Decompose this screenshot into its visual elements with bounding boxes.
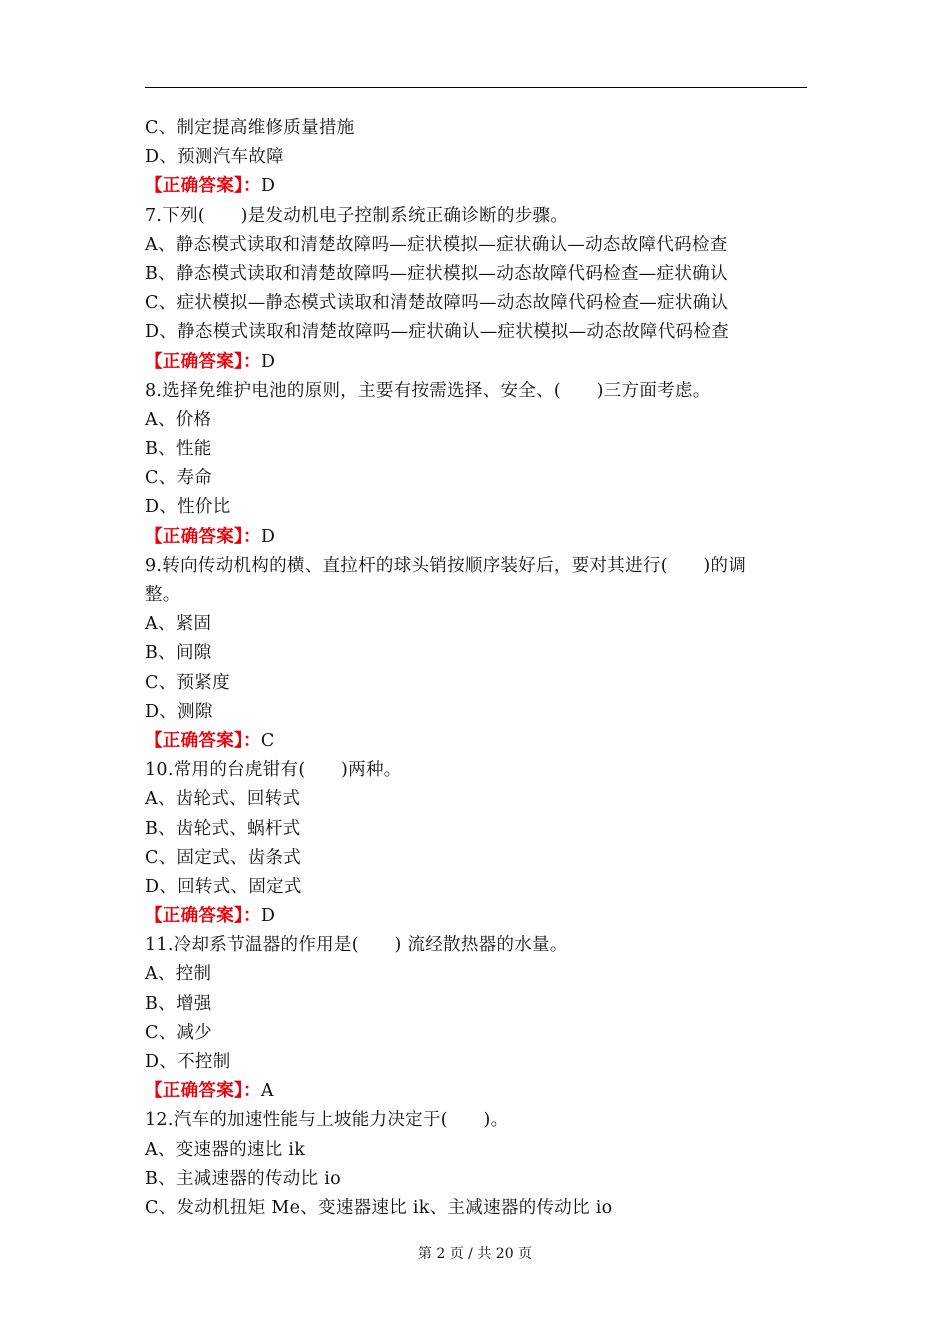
option-text: A、齿轮式、回转式 bbox=[145, 789, 301, 810]
answer-label: 【正确答案】： bbox=[145, 526, 261, 547]
answer-label: 【正确答案】： bbox=[145, 176, 261, 197]
page-content bbox=[145, 114, 805, 1223]
answer-value: D bbox=[260, 351, 276, 372]
page-footer: 第 2 页 / 共 20 页 bbox=[417, 1246, 533, 1262]
option-text: A、变速器的速比 ik bbox=[145, 1139, 306, 1160]
option-text: C、预紧度 bbox=[145, 672, 230, 693]
option-text: A、静态模式读取和清楚故障吗—症状模拟—症状确认—动态故障代码检查 bbox=[145, 234, 728, 255]
option-text: D、不控制 bbox=[145, 1052, 231, 1072]
option-text: C、发动机扭矩 Me、变速器速比 ik、主减速器的传动比 io bbox=[145, 1197, 613, 1218]
option-text: B、齿轮式、蜗杆式 bbox=[145, 818, 301, 839]
answer-line bbox=[145, 348, 805, 377]
question-text: 7.下列( )是发动机电子控制系统正确诊断的步骤。 bbox=[145, 205, 569, 226]
question-text: 整。 bbox=[145, 585, 181, 605]
option-text: A、价格 bbox=[145, 409, 212, 430]
answer-line bbox=[145, 172, 805, 201]
option-text: C、制定提高维修质量措施 bbox=[145, 118, 355, 138]
answer-value: D bbox=[260, 906, 276, 927]
question-text: 12.汽车的加速性能与上坡能力决定于( )。 bbox=[145, 1110, 509, 1131]
option-text: B、增强 bbox=[145, 993, 212, 1014]
option-text: D、测隙 bbox=[145, 701, 213, 722]
answer-value: D bbox=[260, 526, 276, 547]
option-text: D、静态模式读取和清楚故障吗—症状确认—症状模拟—动态故障代码检查 bbox=[145, 322, 729, 343]
option-text: C、减少 bbox=[145, 1022, 213, 1043]
answer-line bbox=[145, 523, 805, 552]
question-text: 9.转向传动机构的横、直拉杆的球头销按顺序装好后，要对其进行( )的调 bbox=[145, 555, 747, 576]
option-text: D、性价比 bbox=[145, 497, 231, 518]
answer-label: 【正确答案】： bbox=[145, 906, 261, 927]
answer-label: 【正确答案】： bbox=[145, 1081, 261, 1102]
answer-line bbox=[145, 902, 805, 931]
answer-value: A bbox=[260, 1081, 274, 1102]
answer-value: C bbox=[260, 730, 275, 751]
answer-line bbox=[145, 1077, 805, 1106]
option-text: B、静态模式读取和清楚故障吗—症状模拟—动态故障代码检查—症状确认 bbox=[145, 263, 728, 284]
option-text: D、预测汽车故障 bbox=[145, 147, 284, 168]
header-rule bbox=[145, 87, 807, 88]
option-text: C、固定式、齿条式 bbox=[145, 847, 302, 868]
option-text: A、紧固 bbox=[145, 614, 212, 635]
answer-value: D bbox=[260, 176, 276, 197]
option-text: B、间隙 bbox=[145, 643, 212, 664]
option-text: B、性能 bbox=[145, 439, 212, 460]
question-text: 11.冷却系节温器的作用是( ) 流经散热器的水量。 bbox=[145, 935, 568, 956]
answer-line bbox=[145, 727, 805, 756]
question-text: 10.常用的台虎钳有( )两种。 bbox=[145, 760, 402, 781]
option-text: C、症状模拟—静态模式读取和清楚故障吗—动态故障代码检查—症状确认 bbox=[145, 293, 729, 314]
option-text: C、寿命 bbox=[145, 468, 213, 489]
answer-label: 【正确答案】： bbox=[145, 730, 261, 751]
option-text: B、主减速器的传动比 io bbox=[145, 1168, 341, 1189]
option-text: A、控制 bbox=[145, 964, 212, 985]
answer-label: 【正确答案】： bbox=[145, 351, 261, 372]
question-text: 8.选择免维护电池的原则，主要有按需选择、安全、( )三方面考虑。 bbox=[145, 380, 711, 401]
option-text: D、回转式、固定式 bbox=[145, 876, 302, 897]
